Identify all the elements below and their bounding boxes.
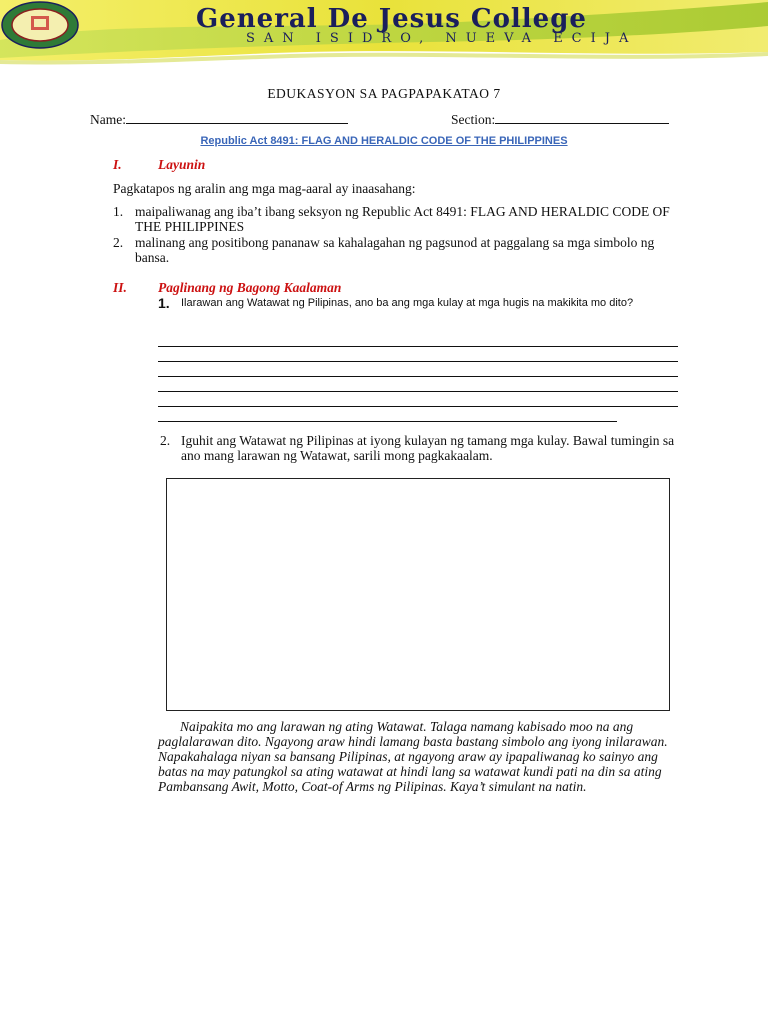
answer-line[interactable] — [158, 406, 678, 407]
college-location: SAN ISIDRO, NUEVA ECIJA — [246, 31, 638, 46]
subject-title: EDUKASYON SA PAGPAPAKATAO 7 — [267, 86, 501, 101]
closing-paragraph: Naipakita mo ang larawan ng ating Watawat. Talaga namang kabisado moo na ang paglalarawan dito. Ngayong araw hindi lamang basta bastang simbolo ang iyong inilarawan. Napakahalaga niyan sa bansang Pilipinas, at ngayong araw ay ipapaliwanag ko sainyo ang batas na may patungkol sa ating watawat at hindi lang sa watawat kundi pati na din sa ating Pambansang Awit, Motto, Coat-of Arms ng Pilipinas. Kaya’t simulant na natin. — [158, 719, 668, 794]
question1-number: 1. — [158, 295, 170, 311]
section-field[interactable] — [451, 110, 669, 128]
section2-title: Paglinang ng Bagong Kaalaman — [158, 280, 342, 295]
section-blank-line[interactable] — [495, 110, 669, 124]
flag-drawing-box[interactable] — [166, 478, 670, 711]
question1-text: Ilarawan ang Watawat ng Pilipinas, ano ba ang mga kulay at mga hugis na makikita mo dito? — [181, 297, 634, 309]
objective-1-text: maipaliwanag ang iba’t ibang seksyon ng Republic Act 8491: FLAG AND HERALDIC CODE OF THE PHILIPPINES — [135, 204, 670, 234]
section2-numeral: II. — [113, 280, 127, 295]
intro-text: Pagkatapos ng aralin ang mga mag-aaral ay inaasahang: — [113, 181, 416, 196]
answer-line[interactable] — [158, 361, 678, 362]
name-field[interactable] — [90, 110, 348, 128]
answer-line[interactable] — [158, 346, 678, 347]
header-banner — [0, 0, 768, 70]
section-label: Section: — [451, 112, 496, 127]
college-name: General De Jesus College — [196, 4, 587, 34]
section1-numeral: I. — [113, 157, 122, 172]
question2-number: 2. — [160, 433, 171, 448]
name-blank-line[interactable] — [126, 110, 348, 124]
answer-line[interactable] — [158, 376, 678, 377]
answer-line[interactable] — [158, 391, 678, 392]
objective-2-text: malinang ang positibong pananaw sa kahalagahan ng pagsunod at paggalang sa mga simbolo ng bansa. — [135, 235, 655, 265]
answer-line[interactable] — [158, 421, 617, 422]
question2-text: Iguhit ang Watawat ng Pilipinas at iyong kulayan ng tamang mga kulay. Bawal tumingin sa ano mang larawan ng Watawat, sarili mong pagkakaalam. — [181, 433, 675, 463]
name-label: Name: — [90, 112, 126, 127]
objective-2-number: 2. — [113, 235, 124, 250]
objective-1-number: 1. — [113, 204, 124, 219]
college-seal-icon — [0, 0, 80, 50]
act-title-link[interactable]: Republic Act 8491: FLAG AND HERALDIC CODE OF THE PHILIPPINES — [200, 135, 568, 147]
section1-title: Layunin — [158, 157, 206, 172]
